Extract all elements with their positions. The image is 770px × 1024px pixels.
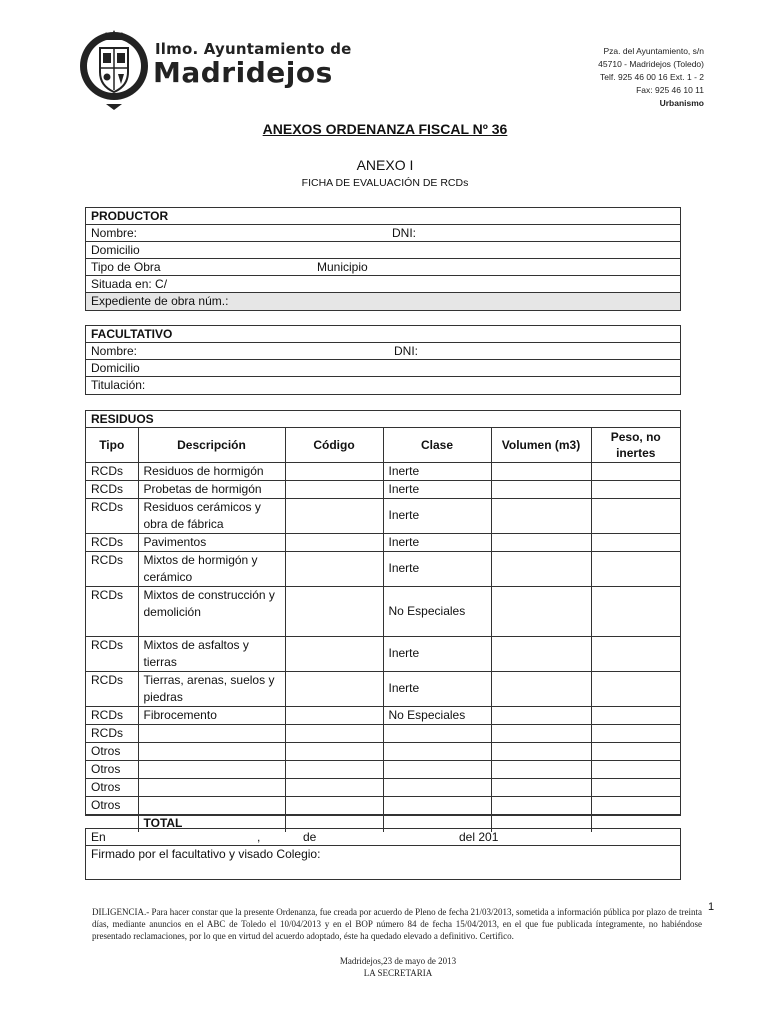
field-label: de — [303, 830, 317, 844]
facultativo-nombre-row[interactable] — [86, 343, 680, 360]
coat-of-arms-logo — [76, 20, 152, 112]
productor-expediente-row[interactable] — [86, 293, 680, 310]
volumen-cell[interactable] — [491, 498, 591, 533]
field-label: Nombre: — [91, 226, 138, 240]
table-row — [86, 551, 680, 586]
clase-cell: No Especiales — [383, 706, 491, 724]
facultativo-titulacion-row[interactable] — [86, 377, 680, 394]
tipo-cell: Otros — [86, 742, 138, 760]
table-row — [86, 742, 680, 760]
department-label: Urbanismo — [659, 98, 704, 108]
table-row — [86, 462, 680, 480]
peso-cell[interactable] — [591, 671, 680, 706]
facultativo-domicilio-row[interactable] — [86, 360, 680, 377]
field-label: Municipio — [317, 260, 368, 274]
column-header: Peso, no inertes — [591, 428, 680, 462]
signer-title: LA SECRETARIA — [363, 968, 433, 978]
codigo-cell[interactable] — [285, 636, 383, 671]
field-label: Firmado por el facultativo y visado Colegio: — [91, 847, 321, 861]
tipo-cell: RCDs — [86, 636, 138, 671]
column-header: Descripción — [138, 428, 285, 462]
peso-cell[interactable] — [591, 462, 680, 480]
table-row — [86, 480, 680, 498]
clase-cell: Inerte — [383, 636, 491, 671]
address-line: 45710 - Madridejos (Toledo) — [598, 59, 704, 69]
clase-cell — [383, 724, 491, 742]
table-row — [86, 778, 680, 796]
codigo-cell[interactable] — [285, 462, 383, 480]
volumen-cell[interactable] — [491, 533, 591, 551]
field-label: DNI: — [392, 226, 416, 240]
codigo-cell[interactable] — [285, 586, 383, 636]
facultativo-section — [85, 325, 681, 395]
clase-cell: Inerte — [383, 480, 491, 498]
total-label: TOTAL — [138, 814, 285, 832]
descripcion-cell — [138, 796, 285, 814]
table-row — [86, 671, 680, 706]
table-row — [86, 724, 680, 742]
codigo-cell[interactable] — [285, 742, 383, 760]
section-heading: FACULTATIVO — [86, 326, 680, 343]
signed-by-row[interactable] — [86, 846, 680, 863]
volumen-cell[interactable] — [491, 706, 591, 724]
document-title: ANEXOS ORDENANZA FISCAL Nº 36 — [262, 121, 508, 137]
volumen-cell[interactable] — [491, 551, 591, 586]
tipo-cell: RCDs — [86, 533, 138, 551]
residuos-table-body — [86, 462, 680, 832]
field-label: Situada en: C/ — [91, 277, 168, 291]
field-label: Titulación: — [91, 378, 146, 392]
residuos-section — [85, 410, 681, 830]
column-header: Clase — [383, 428, 491, 462]
descripcion-cell: Tierras, arenas, suelos y piedras — [138, 671, 285, 706]
tipo-cell: Otros — [86, 778, 138, 796]
diligence-note: DILIGENCIA.- Para hacer constar que la presente Ordenanza, fue creada por acuerdo de Pleno de fecha 21/03/2013, sometida a información pública por plazo de treinta días, mediante anuncios en el ABC de Toledo el 10/04/2013 y en el BOP número 84 de fecha 15/04/2013, en el que fue publicada íntegramente, no habiéndose presentado reclamaciones, por lo que en virtud del acuerdo adoptado, éste ha quedado elevado a definitivo. Certifico. — [92, 907, 702, 941]
productor-domicilio-row[interactable] — [86, 242, 680, 259]
tipo-cell: Otros — [86, 796, 138, 814]
signature-section — [85, 828, 681, 880]
codigo-cell[interactable] — [285, 498, 383, 533]
descripcion-cell — [138, 760, 285, 778]
field-label: Domicilio — [91, 361, 140, 375]
productor-nombre-row[interactable] — [86, 225, 680, 242]
column-header: Código — [285, 428, 383, 462]
signature-place-date: Madridejos,23 de mayo de 2013 — [339, 956, 457, 966]
peso-cell[interactable] — [591, 533, 680, 551]
tipo-cell: RCDs — [86, 551, 138, 586]
org-name-line1: Ilmo. Ayuntamiento de — [155, 40, 352, 58]
volumen-cell[interactable] — [491, 480, 591, 498]
volumen-cell[interactable] — [491, 796, 591, 814]
codigo-cell[interactable] — [285, 796, 383, 814]
peso-cell[interactable] — [591, 586, 680, 636]
descripcion-cell: Residuos cerámicos y obra de fábrica — [138, 498, 285, 533]
page-number: 1 — [708, 901, 715, 913]
table-row — [86, 533, 680, 551]
peso-cell[interactable] — [591, 706, 680, 724]
field-label: En — [91, 830, 106, 844]
clase-cell: Inerte — [383, 671, 491, 706]
descripcion-cell: Pavimentos — [138, 533, 285, 551]
descripcion-cell: Mixtos de asfaltos y tierras — [138, 636, 285, 671]
codigo-cell[interactable] — [285, 760, 383, 778]
section-heading: PRODUCTOR — [86, 208, 680, 225]
column-header: Volumen (m3) — [491, 428, 591, 462]
clase-cell — [383, 742, 491, 760]
clase-cell: Inerte — [383, 551, 491, 586]
volumen-cell[interactable] — [491, 636, 591, 671]
productor-situada-row[interactable] — [86, 276, 680, 293]
descripcion-cell: Mixtos de construcción y demolición — [138, 586, 285, 636]
tipo-cell: RCDs — [86, 462, 138, 480]
clase-cell — [383, 778, 491, 796]
volumen-cell[interactable] — [491, 462, 591, 480]
peso-cell[interactable] — [591, 498, 680, 533]
peso-cell[interactable] — [591, 796, 680, 814]
tipo-cell: RCDs — [86, 706, 138, 724]
clase-cell: No Especiales — [383, 586, 491, 636]
tipo-cell: RCDs — [86, 586, 138, 636]
descripcion-cell — [138, 778, 285, 796]
clase-cell: Inerte — [383, 462, 491, 480]
descripcion-cell — [138, 742, 285, 760]
codigo-cell[interactable] — [285, 778, 383, 796]
descripcion-cell: Mixtos de hormigón y cerámico — [138, 551, 285, 586]
tipo-cell: RCDs — [86, 480, 138, 498]
tipo-cell: Otros — [86, 760, 138, 778]
volumen-cell[interactable] — [491, 778, 591, 796]
section-heading: RESIDUOS — [86, 411, 680, 428]
tipo-cell: RCDs — [86, 724, 138, 742]
field-label: Nombre: — [91, 344, 138, 358]
codigo-cell[interactable] — [285, 706, 383, 724]
codigo-cell[interactable] — [285, 480, 383, 498]
address-line: Fax: 925 46 10 11 — [636, 85, 704, 95]
org-name-line2: Madridejos — [153, 56, 333, 89]
volumen-cell[interactable] — [491, 724, 591, 742]
descripcion-cell: Probetas de hormigón — [138, 480, 285, 498]
annex-title: ANEXO I — [356, 157, 414, 173]
field-label: Expediente de obra núm.: — [91, 294, 229, 308]
table-header-row — [86, 428, 680, 462]
tipo-cell: RCDs — [86, 671, 138, 706]
residuos-table — [86, 428, 680, 832]
peso-cell[interactable] — [591, 636, 680, 671]
column-header: Tipo — [86, 428, 138, 462]
place-date-row[interactable] — [86, 829, 680, 846]
volumen-cell[interactable] — [491, 742, 591, 760]
volumen-cell[interactable] — [491, 671, 591, 706]
table-row — [86, 796, 680, 814]
codigo-cell[interactable] — [285, 551, 383, 586]
productor-tipo-obra-row[interactable] — [86, 259, 680, 276]
volumen-cell[interactable] — [491, 586, 591, 636]
field-label: , — [257, 830, 261, 844]
descripcion-cell: Residuos de hormigón — [138, 462, 285, 480]
peso-cell[interactable] — [591, 742, 680, 760]
field-label: del 201 — [459, 830, 499, 844]
table-row — [86, 706, 680, 724]
productor-section — [85, 207, 681, 311]
descripcion-cell — [138, 724, 285, 742]
clase-cell — [383, 796, 491, 814]
table-row — [86, 498, 680, 533]
descripcion-cell: Fibrocemento — [138, 706, 285, 724]
table-row — [86, 636, 680, 671]
peso-cell[interactable] — [591, 760, 680, 778]
volumen-cell[interactable] — [491, 760, 591, 778]
codigo-cell[interactable] — [285, 533, 383, 551]
clase-cell — [383, 760, 491, 778]
tipo-cell: RCDs — [86, 498, 138, 533]
clase-cell: Inerte — [383, 498, 491, 533]
field-label: Tipo de Obra — [91, 260, 161, 274]
field-label: DNI: — [394, 344, 418, 358]
address-block — [598, 45, 704, 110]
table-row — [86, 586, 680, 636]
peso-cell[interactable] — [591, 778, 680, 796]
address-line: Pza. del Ayuntamiento, s/n — [603, 46, 704, 56]
address-line: Telf. 925 46 00 16 Ext. 1 - 2 — [600, 72, 704, 82]
peso-cell[interactable] — [591, 551, 680, 586]
codigo-cell[interactable] — [285, 724, 383, 742]
codigo-cell[interactable] — [285, 671, 383, 706]
peso-cell[interactable] — [591, 480, 680, 498]
clase-cell: Inerte — [383, 533, 491, 551]
table-row — [86, 760, 680, 778]
field-label: Domicilio — [91, 243, 140, 257]
annex-subtitle: FICHA DE EVALUACIÓN DE RCDs — [301, 177, 469, 189]
peso-cell[interactable] — [591, 724, 680, 742]
